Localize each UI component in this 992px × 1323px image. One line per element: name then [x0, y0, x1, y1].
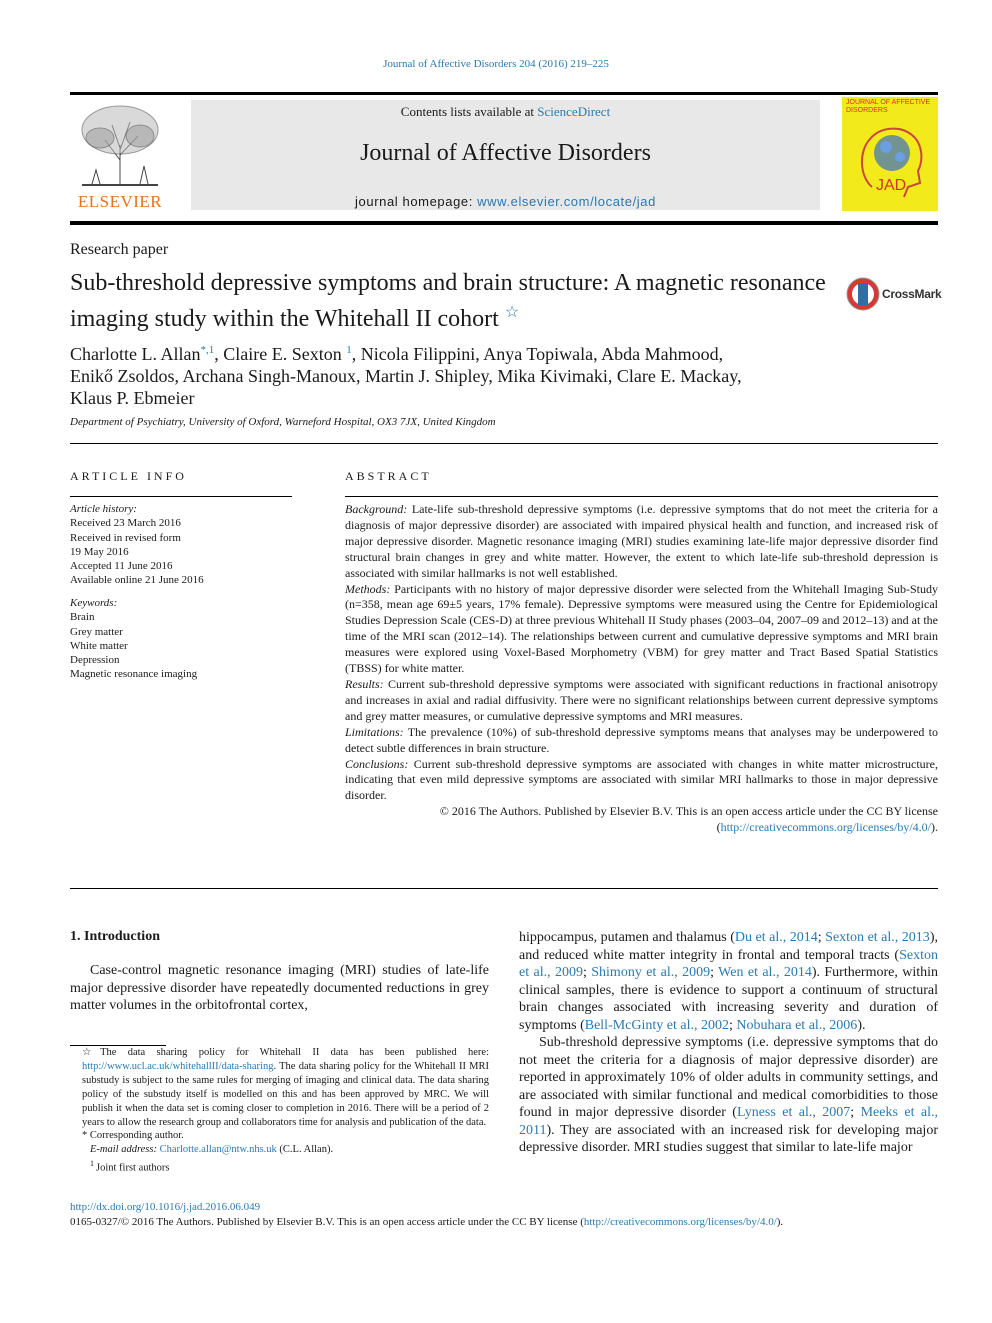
keywords: [70, 596, 292, 682]
elsevier-tree-icon: [70, 100, 170, 190]
journal-name[interactable]: Journal of Affective Disorders: [360, 140, 651, 166]
footnotes: [70, 1046, 489, 1176]
contents-prefix: Contents lists available at: [400, 104, 538, 119]
homepage-prefix: journal homepage:: [355, 194, 478, 209]
history-item: Accepted 11 June 2016: [70, 560, 173, 573]
history-item: 19 May 2016: [70, 545, 129, 558]
citation-link[interactable]: Meeks et al., 2011: [519, 1105, 938, 1138]
footnote-corresponding: * Corresponding author.: [82, 1130, 184, 1142]
footnote-joint: $^1$ Joint first authors: [90, 1159, 170, 1174]
keyword: Grey matter: [70, 625, 123, 638]
keyword: Brain: [70, 611, 95, 624]
divider: [70, 888, 938, 889]
doi-link[interactable]: http://dx.doi.org/10.1016/j.jad.2016.06.049: [70, 1201, 261, 1213]
abstract-section: Limitations: The prevalence (10%) of sub-threshold depressive symptoms means that analyses may be underpowered to detect subtle differences in brain structure.: [345, 724, 938, 755]
keyword: Magnetic resonance imaging: [70, 668, 198, 681]
article-history: [70, 502, 292, 588]
article-title: [70, 269, 830, 334]
abstract-section: Background: Late-life sub-threshold depressive symptoms (i.e. depressive symptoms that do not meet the criteria for a diagnosis of major depressive disorder) are associated with impaired physical health and function, and increased risk of major depressive disorder. Magnetic resonance imaging (MRI) studies examining late-life major depressive disorder find structural brain changes in grey and white matter. However, the extent to which late-life sub-threshold depression is associated with similar hallmarks is not well established.: [345, 502, 939, 580]
abstract-heading: ABSTRACT: [345, 469, 432, 483]
author[interactable]: Anya Topiwala: [483, 344, 594, 364]
masthead-bottom-rule: [70, 221, 938, 225]
homepage-line: [191, 194, 820, 209]
elsevier-logo[interactable]: [70, 100, 170, 212]
history-item: Received in revised form: [70, 531, 181, 544]
keywords-label: Keywords:: [70, 597, 118, 609]
intro-paragraph: hippocampus, putamen and thalamus (Du et al., 2014; Sexton et al., 2013), and reduced white matter integrity in frontal and temporal tracts (Sexton et al., 2009; Shimony et al., 2009; Wen et al., 2014). Furthermore, within clinical samples, there is evidence to support a continuum of structural brain changes associated with increasing severity and duration of symptoms (Bell-McGinty et al., 2002; Nobuhara et al., 2006).: [519, 930, 939, 1033]
sciencedirect-link[interactable]: ScienceDirect: [537, 104, 611, 119]
author[interactable]: Enikő Zsoldos: [70, 366, 175, 386]
crossmark-label: CrossMark: [882, 287, 942, 301]
author[interactable]: Klaus P. Ebmeier: [70, 388, 195, 408]
citation-link[interactable]: Shimony et al., 2009: [591, 965, 711, 980]
whitehall-link[interactable]: http://www.ucl.ac.uk/whitehallII/data-sharing: [82, 1060, 274, 1072]
author[interactable]: Mika Kivimaki: [497, 366, 608, 386]
divider: [70, 443, 938, 444]
license-link[interactable]: http://creativecommons.org/licenses/by/4.0/: [720, 820, 931, 835]
abstract-section: Results: Current sub-threshold depressive symptoms were associated with significant reductions in fractional anisotropy and increases in axial and radial diffusivity. There were no significant relationships between current depressive symptoms and grey matter measures, or cumulative depressive symptoms and MRI measures.: [345, 676, 939, 723]
affiliation: Department of Psychiatry, University of Oxford, Warneford Hospital, OX3 7JX, United Kingdom: [70, 416, 496, 428]
license-statement: © 2016 The Authors. Published by Elsevier B.V. This is an open access article under the CC BY license (http://creativecommons.org/licenses/by/4.0/).: [439, 804, 938, 835]
elsevier-wordmark: ELSEVIER: [77, 192, 163, 211]
intro-column-2: [519, 929, 938, 1157]
citation-link[interactable]: Wen et al., 2014: [718, 965, 812, 980]
abstract-section: Conclusions: Current sub-threshold depressive symptoms are associated with changes in white matter microstructure, indicating that even mild depressive symptoms are associated with similar MRI hallmarks to those in major depressive disorder.: [345, 756, 938, 803]
citation-link[interactable]: Sexton et al., 2009: [519, 947, 938, 980]
article-title-text: Sub-threshold depressive symptoms and brain structure: A magnetic resonance imaging study within the Whitehall II cohort: [70, 270, 826, 332]
homepage-link[interactable]: www.elsevier.com/locate/jad: [477, 194, 656, 209]
citation-link[interactable]: Sexton et al., 2013: [825, 930, 930, 945]
footnote-star: ☆The data sharing policy for Whitehall II data has been published here: http://www.ucl.ac.uk/whitehallII/data-sharing. The data sharing policy for the Whitehall II MRI substudy is subject to the same rules for merging of imaging and clinical data. The data sharing policy of the substudy itself is modelled on this and has been approved by MRC. We will publish it when the data set is coming closer to completion in 2016. There will be a period of 2 years to allow the research group and collaborators time for analysis and publication of the data.: [82, 1047, 489, 1128]
cover-abbrev: JAD: [876, 177, 907, 194]
divider: [70, 496, 292, 497]
author[interactable]: Clare E. Mackay: [616, 366, 738, 386]
journal-citation[interactable]: Journal of Affective Disorders 204 (2016) 219–225: [383, 58, 609, 70]
intro-paragraph: Sub-threshold depressive symptoms (i.e. depressive symptoms that do not meet the criteria for a diagnosis of major depressive disorder) are reported in approximately 10% of older adults in community settings, and are associated with similar functional and medical comorbidities to those found in major depressive disorder (Lyness et al., 2007; Meeks et al., 2011). They are associated with an increased risk for developing major depressive disorder. MRI studies suggest that similar to late-life major: [519, 1035, 938, 1155]
article-type: Research paper: [70, 241, 169, 258]
author[interactable]: Martin J. Shipley: [365, 366, 489, 386]
citation-link[interactable]: Nobuhara et al., 2006: [736, 1017, 858, 1033]
author[interactable]: Archana Singh-Manoux: [182, 366, 356, 386]
keyword: Depression: [70, 654, 120, 667]
abstract-body: [345, 502, 938, 836]
author[interactable]: Charlotte L. Allan$^{*,1}$: [70, 344, 215, 364]
citation-link[interactable]: Lyness et al., 2007: [736, 1105, 851, 1120]
abstract-section: Methods: Participants with no history of major depressive disorder were selected from the Whitehall Imaging Sub-Study (n=358, mean age 69±5 years, 17% female). Depressive symptoms were measured using the Centre for Epidemiological Studies Depression Scale (CES-D) at three previous Whitehall II Study phases (2003–04, 2007–09 and 2012–13) and at the time of the MRI scan (2012–14). The relationships between current and cumulative depressive symptoms and MRI brain measures were explored using Voxel-Based Morphometry (VBM) for grey matter and Tract Based Spatial Statistics (TBSS) for white matter.: [345, 581, 938, 676]
cover-title: JOURNAL OF AFFECTIVE DISORDERS: [846, 99, 931, 114]
issn-line: 0165-0327/© 2016 The Authors. Published by Elsevier B.V. This is an open access article under the CC BY license (http://creativecommons.org/licenses/by/4.0/).: [70, 1216, 784, 1228]
title-footnote-star[interactable]: ☆: [504, 304, 520, 321]
keyword: White matter: [70, 639, 128, 652]
email-link[interactable]: Charlotte.allan@ntw.nhs.uk: [159, 1144, 277, 1156]
crossmark-icon: [846, 277, 880, 311]
history-item: Available online 21 June 2016: [70, 574, 204, 587]
contents-line: [191, 104, 820, 120]
section-heading-introduction: 1. Introduction: [70, 929, 160, 944]
license-footer-link[interactable]: http://creativecommons.org/licenses/by/4.0/: [583, 1216, 777, 1228]
footnote-email: E-mail address: Charlotte.allan@ntw.nhs.uk (C.L. Allan).: [90, 1144, 334, 1156]
citation-link[interactable]: Du et al., 2014: [734, 930, 818, 945]
divider: [345, 496, 938, 497]
author-list: Charlotte L. Allan$^{*,1}$, Claire E. Sexton $^1$, Nicola Filippini, Anya Topiwala, Abda Mahmood, Enikő Zsoldos, Archana Singh-Manoux, Martin J. Shipley, Mika Kivimaki, Clare E. Mackay, Klaus P. Ebmeier: [70, 344, 742, 408]
article-info-heading: ARTICLE INFO: [70, 469, 187, 483]
citation-link[interactable]: Bell-McGinty et al., 2002: [584, 1017, 729, 1033]
author[interactable]: Nicola Filippini: [360, 344, 476, 364]
history-label: Article history:: [70, 503, 137, 515]
crossmark-badge[interactable]: [846, 277, 946, 311]
author[interactable]: Abda Mahmood: [601, 344, 719, 364]
intro-paragraph: Case-control magnetic resonance imaging (MRI) studies of late-life major depressive disorder have repeatedly documented reductions in grey matter volumes in the orbitofrontal cortex,: [70, 963, 489, 1013]
history-item: Received 23 March 2016: [70, 517, 181, 530]
masthead-top-rule: [70, 92, 938, 95]
journal-cover[interactable]: [842, 97, 938, 211]
author[interactable]: Claire E. Sexton $^1$: [223, 344, 352, 364]
